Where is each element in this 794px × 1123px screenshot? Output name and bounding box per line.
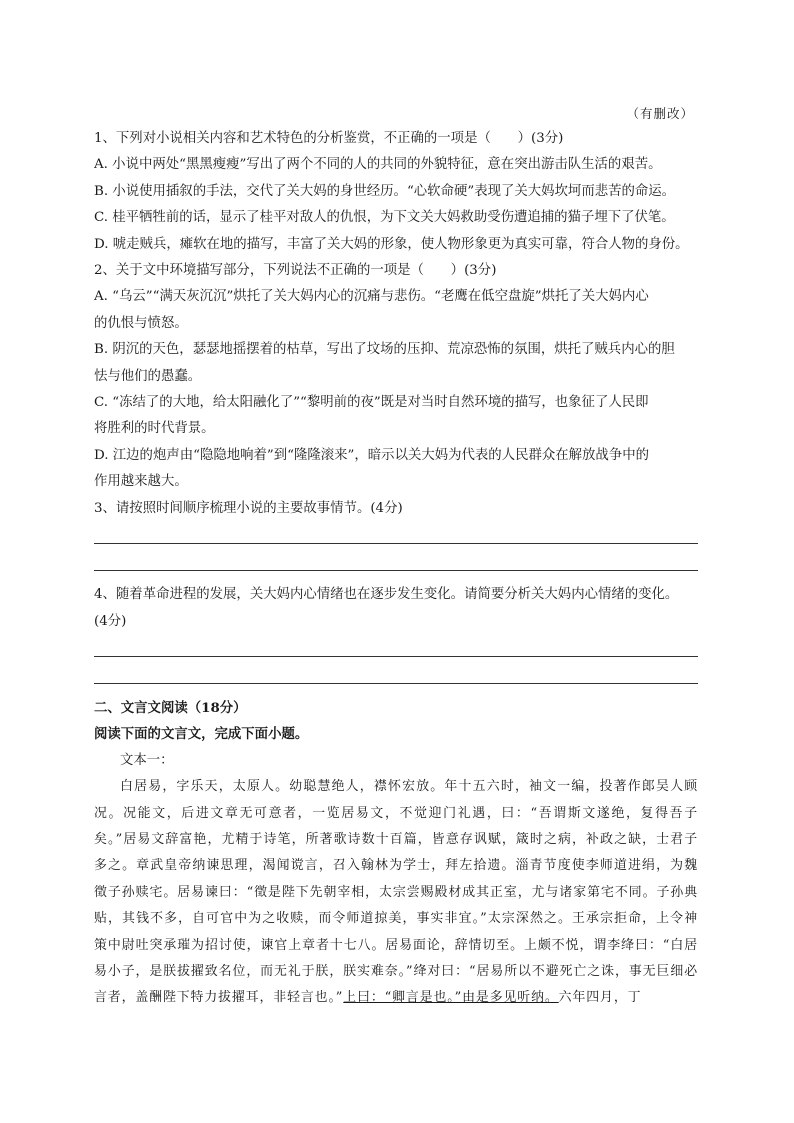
text-label: 文本一：: [120, 752, 174, 768]
q2-option-b-line1: B. 阴沉的天色，瑟瑟地摇摆着的枯草，写出了坟场的压抑、荒凉恐怖的氛围，烘托了贼兵内心的胆: [94, 342, 675, 358]
q1-option-a: A. 小说中两处“黑黑瘦瘦”写出了两个不同的人的共同的外貌特征，意在突出游击队生活的艰苦。: [94, 157, 662, 173]
section-instruction: 阅读下面的文言文，完成下面小题。: [94, 726, 309, 743]
q1-option-d: D. 唬走贼兵，瘫软在地的描写，丰富了关大妈的形象，使人物形象更为真实可靠，符合人物的身份。: [94, 236, 689, 252]
q2-option-a-line1: A. “乌云”“满天灰沉沉”烘托了关大妈内心的沉痛与悲伤。“老鹰在低空盘旋”烘托了关大妈内心: [94, 289, 649, 305]
q2-option-a-line2: 的仇恨与愤怒。: [94, 315, 188, 331]
section-title: 二、文言文阅读（18分）: [94, 699, 247, 716]
q2-option-d-line2: 作用越来越大。: [94, 474, 188, 490]
q4-stem-line2: (4分): [94, 613, 127, 629]
q3-stem: 3、请按照时间顺序梳理小说的主要故事情节。(4分): [94, 500, 403, 516]
q3-answer-line-1[interactable]: [94, 522, 698, 544]
q2-option-c-line1: C. “冻结了的大地，给太阳融化了”“黎明前的夜”既是对当时自然环境的描写，也象征了人民即: [94, 395, 649, 411]
q2-option-b-line2: 怯与他们的愚蠢。: [94, 368, 202, 384]
q2-stem: 2、关于文中环境描写部分，下列说法不正确的一项是（ ）(3分): [94, 263, 497, 279]
q2-option-d-line1: D. 江边的炮声由“隐隐地响着”到“隆隆滚来”，暗示以关大妈为代表的人民群众在解放战争中的: [94, 447, 649, 463]
revision-note: （有删改）: [626, 106, 694, 121]
passage-tail: 六年四月，丁: [558, 990, 642, 1006]
q4-answer-line-2[interactable]: [94, 662, 698, 684]
q4-stem-line1: 4、随着革命进程的发展，关大妈内心情绪也在逐步发生变化。请简要分析关大妈内心情绪的变化。: [94, 587, 679, 603]
q4-answer-line-1[interactable]: [94, 635, 698, 657]
classical-passage: [94, 774, 698, 1012]
question-content: [94, 126, 698, 1012]
q3-answer-line-2[interactable]: [94, 549, 698, 571]
q2-option-c-line2: 将胜利的时代背景。: [94, 421, 215, 437]
passage-underlined-sentence: 上曰：“卿言是也。”由是多见听纳。: [343, 990, 559, 1006]
passage-body: 白居易，字乐天，太原人。幼聪慧绝人，襟怀宏放。年十五六时，袖文一编，投著作郎吴人顾况。况能文，后进文章无可意者，一览居易文，不觉迎门礼遇，曰：“吾谓斯文遂绝，复得吾子矣。”居易文辞富艳，尤精于诗笔，所著歌诗数十百篇，皆意存讽赋，箴时之病，补政之缺，士君子多之。章武皇帝纳谏思理，渴闻谠言，召入翰林为学士，拜左拾遗。淄青节度使李师道进绢，为魏徵子孙赎宅。居易谏曰：“徵是陛下先朝宰相，太宗尝赐殿材成其正室，尤与诸家第宅不同。子孙典贴，其钱不多，自可官中为之收赎，而令师道掠美，事实非宜。”太宗深然之。王承宗拒命，上令神策中尉吐突承璀为招讨使，谏官上章者十七八。居易面论，辞情切至。上颇不悦，谓李绛曰：“白居易小子，是朕拔擢致名位，而无礼于朕，朕实难奈。”绛对曰：“居易所以不避死亡之诛，事无巨细必言者，盖酬陛下特力拔擢耳，非轻言也。”: [94, 779, 698, 1006]
q1-option-b: B. 小说使用插叙的手法，交代了关大妈的身世经历。“心软命硬”表现了关大妈坎坷而悲苦的命运。: [94, 183, 676, 199]
q1-stem: 1、下列对小说相关内容和艺术特色的分析鉴赏，不正确的一项是（ ）(3分): [94, 131, 564, 146]
q1-option-c: C. 桂平牺牲前的话，显示了桂平对敌人的仇恨，为下文关大妈救助受伤遭追捕的猫子埋下了伏笔。: [94, 210, 675, 226]
